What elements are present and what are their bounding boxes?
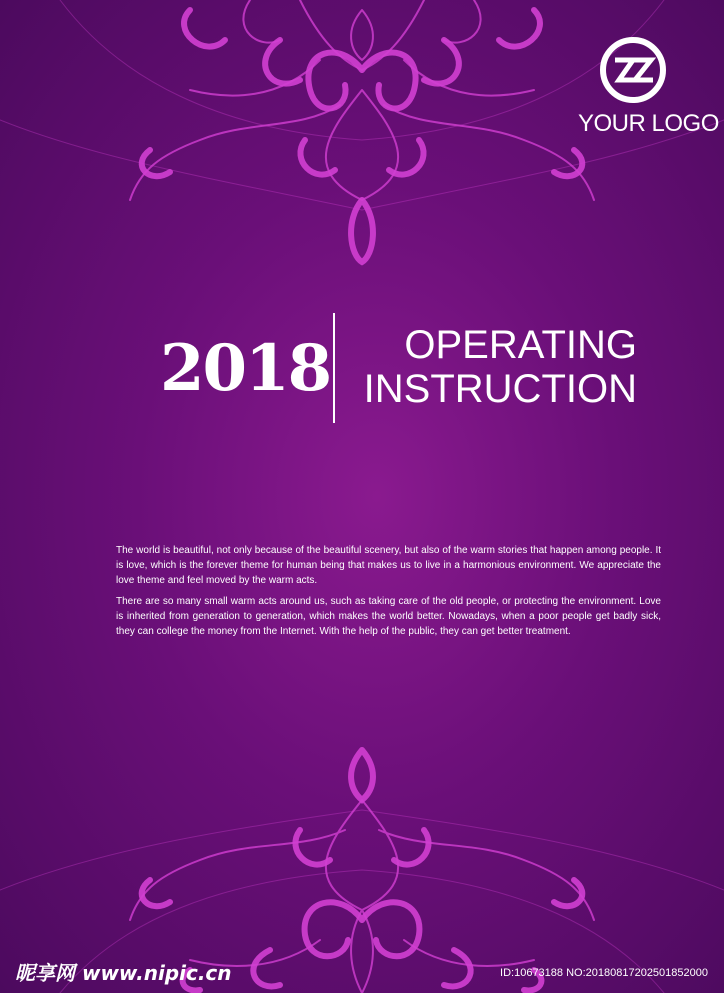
- body-paragraph-1: The world is beautiful, not only because of the beautiful scenery, but also of the warm stories that happen among people. It is love, which is the forever theme for human being that makes us to live in a harmonious environment. We appreciate the love theme and feel moved by the warm acts.: [116, 545, 661, 586]
- brand-logo: [578, 34, 719, 138]
- cover-year: 2018: [160, 331, 331, 406]
- zz-circle-logo-icon: [597, 34, 669, 106]
- bottom-floral-ornament: [0, 740, 724, 993]
- body-paragraph-2: There are so many small warm acts around us, such as taking care of the old people, or protecting the environment. Love is inherited from generation to generation, which makes the world better. Nowadays, when a poor people get badly sick, they can college the money from the Internet. With the help of the public, they can get better treatment.: [116, 596, 661, 637]
- body-text: [116, 543, 661, 645]
- watermark-site: [15, 959, 232, 987]
- watermark-id: ID:10673188 NO:20180817202501852000: [500, 967, 708, 979]
- logo-text: YOUR LOGO: [578, 110, 719, 137]
- title-divider: [333, 313, 335, 423]
- title-line-2: INSTRUCTION: [363, 367, 637, 411]
- watermark-site-text: 昵享网 www.nipic.cn: [15, 961, 232, 985]
- cover-title: [346, 323, 637, 411]
- title-line-1: OPERATING: [404, 323, 637, 367]
